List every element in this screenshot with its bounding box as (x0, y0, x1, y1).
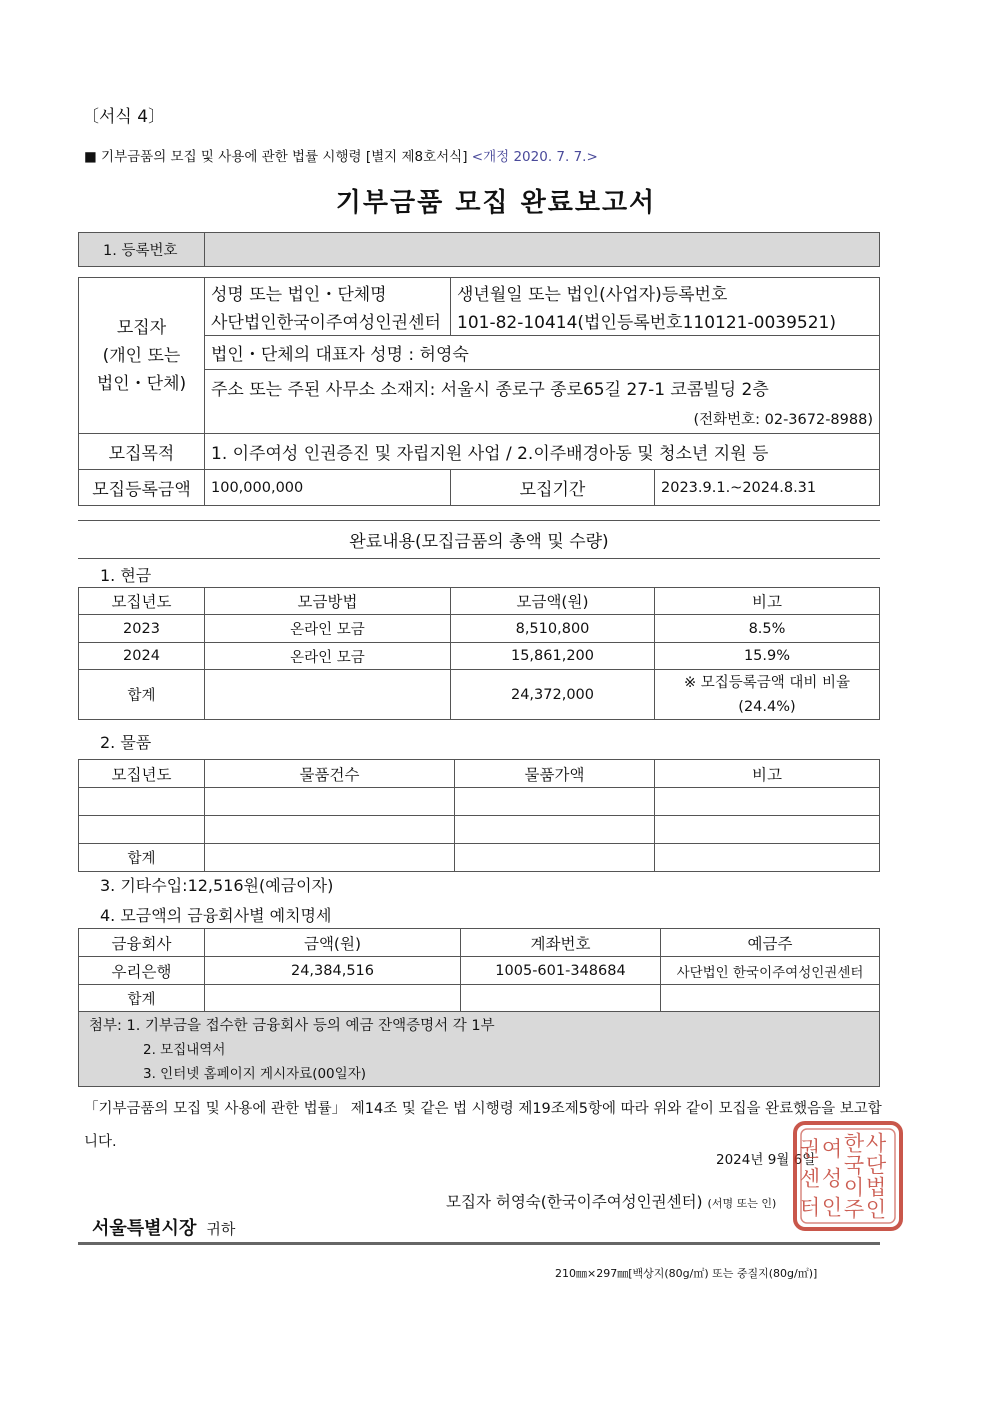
completion-header-table (78, 520, 880, 559)
cash-table (78, 587, 880, 720)
seal-character: 권 (799, 1137, 821, 1161)
period-value: 2023.9.1.~2024.8.31 (655, 470, 880, 506)
purpose-label: 모집목적 (79, 434, 205, 470)
seal-character: 국 (843, 1153, 865, 1178)
deposit-total-label: 합계 (79, 985, 205, 1012)
deposit-cell: 1005-601-348684 (461, 957, 661, 985)
phone: (전화번호: 02-3672-8988) (693, 411, 873, 428)
collector-label (79, 278, 205, 434)
signature-label: (서명 또는 인) (707, 1197, 777, 1210)
deposit-header: 계좌번호 (461, 929, 661, 957)
notice-text: 「기부금품의 모집 및 사용에 관한 법률」 제14조 및 같은 법 시행령 제19조제5항에 따라 위와 같이 모집을 완료했음을 보고합니다. (84, 1101, 882, 1150)
purpose-value: 1. 이주여성 인권증진 및 자립지원 사업 / 2.이주배경아동 및 청소년 지원 등 (205, 434, 880, 470)
table-row (79, 788, 880, 816)
deposit-table (78, 928, 880, 1012)
recipient (92, 1214, 235, 1240)
goods-header: 물품가액 (455, 760, 655, 788)
official-seal-icon (792, 1120, 904, 1232)
other-income: 3. 기타수입:12,516원(예금이자) (100, 876, 334, 895)
seal-character: 인 (865, 1197, 887, 1222)
table-row (79, 985, 880, 1012)
law-reference-text: ■ 기부금품의 모집 및 사용에 관한 법률 시행령 [별지 제8호서식] (84, 149, 468, 165)
table-row (79, 957, 880, 985)
cash-cell: 2024 (79, 643, 205, 670)
cash-total-note (655, 670, 880, 720)
cash-header: 모집년도 (79, 588, 205, 615)
cash-cell: 8.5% (655, 615, 880, 643)
seal-character: 한 (843, 1131, 865, 1156)
attachments (79, 1012, 880, 1087)
table-row (79, 816, 880, 844)
paper-size: 210㎜×297㎜[백상지(80g/㎡) 또는 중질지(80g/㎡)] (555, 1267, 818, 1280)
recipient-suffix: 귀하 (206, 1220, 236, 1238)
seal-character: 터 (799, 1195, 821, 1220)
registration-table (78, 232, 880, 267)
cash-cell: 15,861,200 (451, 643, 655, 670)
goods-header: 모집년도 (79, 760, 205, 788)
period-label: 모집기간 (451, 470, 655, 506)
cash-cell: 15.9% (655, 643, 880, 670)
completion-header: 완료내용(모집금품의 총액 및 수량) (78, 521, 880, 559)
seal-character: 인 (821, 1195, 843, 1220)
collector-label-line: (개인 또는 (102, 345, 181, 366)
attachment-item: 첨부: 1. 기부금을 접수한 금융회사 등의 예금 잔액증명서 각 1부 (89, 1018, 495, 1034)
applicant (446, 1190, 776, 1212)
deposit-heading: 4. 모금액의 금융회사별 예치명세 (100, 906, 332, 925)
seal-character: 성 (821, 1166, 843, 1191)
deposit-cell: 우리은행 (79, 957, 205, 985)
cash-total-note-line: (24.4%) (738, 698, 796, 715)
deposit-header: 금액(원) (205, 929, 461, 957)
cash-cell: 온라인 모금 (205, 643, 451, 670)
seal-character: 사 (865, 1131, 887, 1156)
collector-label-line: 법인・단체) (96, 373, 187, 394)
address: 주소 또는 주된 사무소 소재지: 서울시 종로구 종로65길 27-1 코콤빌딩 2층 (211, 379, 769, 400)
seal-character: 주 (843, 1197, 865, 1222)
goods-heading: 2. 물품 (100, 733, 152, 752)
collector-table (78, 277, 880, 506)
report-date: 2024년 9월 6일 (716, 1152, 816, 1168)
amount-value: 100,000,000 (205, 470, 451, 506)
collector-label-line: 모집자 (116, 317, 167, 338)
regno-label: 생년월일 또는 법인(사업자)등록번호 (451, 278, 880, 307)
applicant-name: 모집자 허영숙(한국이주여성인권센터) (446, 1193, 703, 1211)
recipient-name: 서울특별시장 (92, 1218, 197, 1239)
seal-character: 여 (821, 1137, 843, 1161)
amendment-date: <개정 2020. 7. 7.> (471, 149, 598, 165)
table-row (79, 615, 880, 643)
cash-header: 모금액(원) (451, 588, 655, 615)
attachment-item: 3. 인터넷 홈페이지 게시자료(00일자) (143, 1066, 366, 1082)
address-cell (205, 370, 880, 434)
cash-header: 비고 (655, 588, 880, 615)
cash-total-method (205, 670, 451, 720)
goods-total-label: 합계 (79, 844, 205, 872)
name-value: 사단법인한국이주여성인권센터 (205, 307, 451, 336)
regno-value: 101-82-10414(법인등록번호110121-0039521) (451, 307, 880, 336)
table-row (79, 670, 880, 720)
goods-header: 비고 (655, 760, 880, 788)
seal-character: 센 (799, 1166, 821, 1191)
reg-no-label: 1. 등록번호 (79, 233, 205, 267)
cash-heading: 1. 현금 (100, 566, 152, 585)
seal-character: 법 (865, 1175, 887, 1200)
name-label: 성명 또는 법인・단체명 (205, 278, 451, 307)
cash-total-amount: 24,372,000 (451, 670, 655, 720)
document-title: 기부금품 모집 완료보고서 (335, 188, 657, 218)
seal-character: 단 (865, 1153, 887, 1178)
cash-total-note-line: ※ 모집등록금액 대비 비율 (683, 674, 851, 691)
form-number: 〔서식 4〕 (82, 107, 166, 127)
deposit-header: 금융회사 (79, 929, 205, 957)
deposit-header: 예금주 (661, 929, 880, 957)
goods-table (78, 759, 880, 872)
divider (78, 1242, 880, 1245)
deposit-cell: 사단법인 한국이주여성인권센터 (661, 957, 880, 985)
deposit-cell: 24,384,516 (205, 957, 461, 985)
table-row (79, 844, 880, 872)
representative: 법인・단체의 대표자 성명 : 허영숙 (205, 336, 880, 370)
cash-cell: 8,510,800 (451, 615, 655, 643)
table-row (79, 643, 880, 670)
law-reference (84, 145, 598, 165)
cash-header: 모금방법 (205, 588, 451, 615)
attachments-table (78, 1011, 880, 1087)
cash-cell: 온라인 모금 (205, 615, 451, 643)
amount-label: 모집등록금액 (79, 470, 205, 506)
cash-cell: 2023 (79, 615, 205, 643)
cash-total-label: 합계 (79, 670, 205, 720)
reg-no-value (205, 233, 880, 267)
attachment-item: 2. 모집내역서 (143, 1042, 226, 1058)
seal-character: 이 (843, 1175, 865, 1200)
goods-header: 물품건수 (205, 760, 455, 788)
